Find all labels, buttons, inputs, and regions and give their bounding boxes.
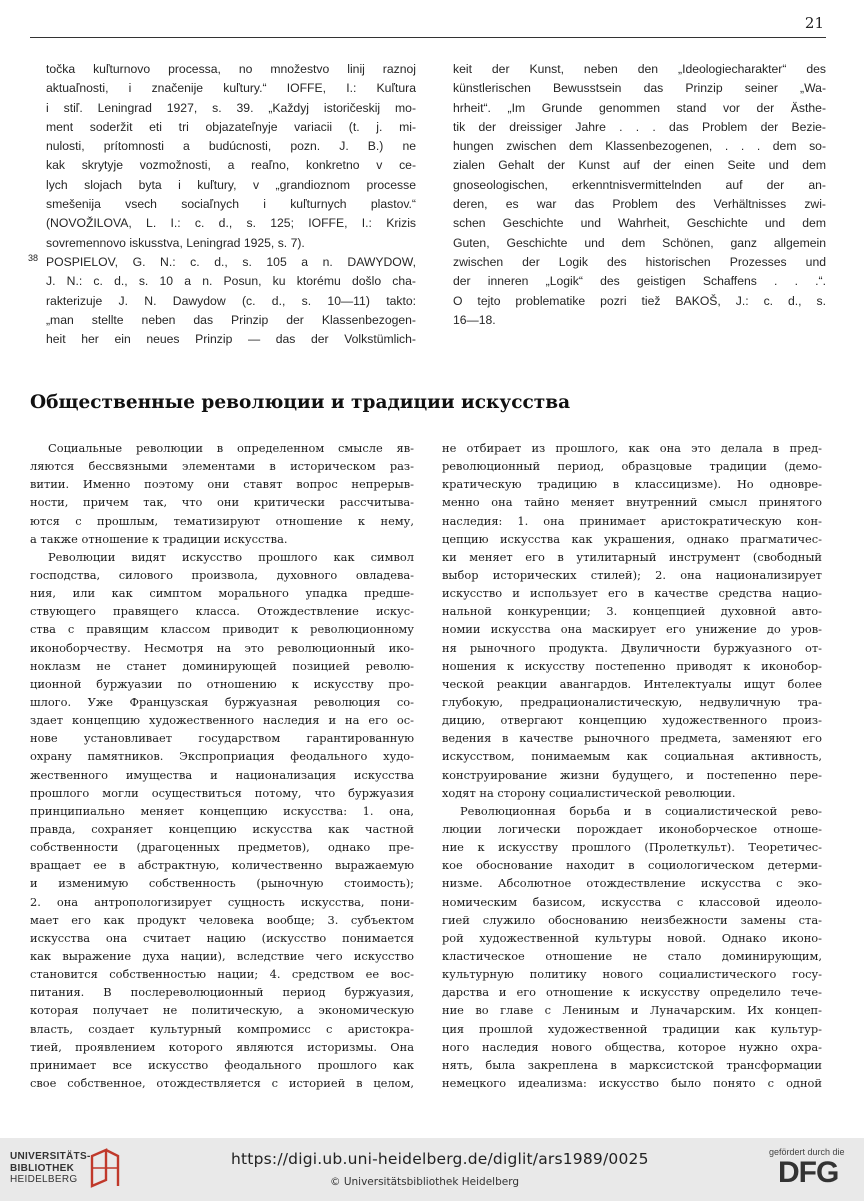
- body-line: господства, силового произвола, духовного овладева-: [30, 567, 414, 582]
- body-line: жественного имущества и национализация искусства: [30, 767, 414, 782]
- body-line: ности, причем так, что они критически рассчитыва-: [30, 495, 414, 510]
- article-title: Общественные революции и традиции искусства: [30, 392, 571, 413]
- footnote-line: smešenija vsech sociaľnych i kuľturnych plastov.“: [46, 197, 416, 212]
- body-line: искусством, понимаемым как социальная активность,: [442, 749, 822, 764]
- body-line: ходят на сторону социалистической революции.: [442, 785, 736, 800]
- footnote-line: rakterizuje J. N. Dawydow (c. d., s. 10—11) takto:: [46, 293, 416, 308]
- footnote-line: točka kuľturnovo processa, no množestvo linij raznoj: [46, 62, 416, 76]
- library-logo-text: [10, 1151, 91, 1186]
- body-line: ются с прошлым, тематизируют отношение к нему,: [30, 513, 414, 528]
- footnote-line: O tejto problematike pozri tiež BAKOŠ, J.: c. d., s.: [453, 293, 826, 308]
- body-line: вращает ее в абстрактную, количественно выражаемую: [30, 858, 414, 873]
- body-line: ведения в качестве рыночного предмета, заменяют его: [442, 731, 822, 746]
- footnote-line: hrheit“. „Im Grunde genommen stand vor der Ästhe-: [453, 100, 826, 115]
- body-line: и изменимую собственность (рыночную стоимость);: [30, 876, 414, 891]
- body-line: питания. В послереволюционный период буржуазия,: [30, 985, 414, 1000]
- top-rule: [30, 37, 826, 38]
- library-city-line: HEIDELBERG: [10, 1174, 78, 1185]
- body-line: нять, была закреплена в марксистской трансформации: [442, 1057, 822, 1072]
- body-line: ня рыночного продукта. Двуличности буржуазного от-: [442, 640, 822, 655]
- body-line: конструирование жизни будущего, и постепенно пере-: [442, 767, 822, 782]
- footnote-line: J. N.: c. d., s. 10 a n. Posun, ku ktorému došlo cha-: [46, 274, 416, 289]
- body-line: номическим базисом, искусства с классовой идеоло-: [442, 894, 822, 909]
- body-line: прошлого могли осуществиться потому, что буржуазия: [30, 785, 414, 800]
- footnote-line: Guten, Geschichte und dem Schönen, ganz allgemein: [453, 235, 826, 250]
- footnote-line: der inneren „Logik“ des geistigen Schaffens . . .“.: [453, 274, 826, 289]
- footnote-line: nulosti, prítomnosti a budúcnosti, pozn. J. B.) ne: [46, 139, 416, 154]
- body-line: менно она тайно меняет внутренний смысл принятого: [442, 495, 822, 510]
- body-line: наследия: 1. она принимает аристократическую кон-: [442, 513, 822, 528]
- body-line: не отбирает из прошлого, как она это делала в пред-: [442, 441, 822, 455]
- body-line: дицию, отвергают концепцию художественного произ-: [442, 713, 822, 728]
- body-line: ние к искусству прошлого (Пролеткульт). Теоретичес-: [442, 840, 822, 855]
- footnotes-right-column: [453, 60, 826, 330]
- library-logo-icon: [88, 1146, 122, 1190]
- body-line: Социальные революции в определенном смысле яв-: [48, 441, 414, 455]
- body-line: глубокую, предрационалистическую, недвуличную тра-: [442, 694, 822, 709]
- footnote-line: kak skrytyje vozmožnosti, a reaľno, konkretno v ce-: [46, 158, 416, 173]
- copyright-notice: © Universitätsbibliothek Heidelberg: [330, 1176, 520, 1188]
- footnote-line: (NOVOŽILOVA, L. I.: c. d., s. 125; IOFFE, I.: Krizis: [46, 216, 416, 231]
- body-line: ние во главе с Лениным и Луначарским. Их концеп-: [442, 1003, 822, 1018]
- footnote-line: keit der Kunst, neben den „Ideologiecharakter“ des: [453, 62, 826, 76]
- body-line: кластическое отношение не стало доминирующим,: [442, 948, 822, 963]
- footnote-line: lych slojach byta i kuľtury, v „grandioznom processe: [46, 177, 416, 192]
- body-line: иконоборчеству. Несмотря на это революционный ико-: [30, 640, 414, 655]
- body-line: 2. она антропологизирует сущность искусства, пони-: [30, 894, 414, 909]
- body-line: дарства и его отношение к искусству определило тече-: [442, 985, 822, 1000]
- body-line: здает концепцию художественного наследия и на его ос-: [30, 713, 414, 728]
- body-line: низме. Абсолютное отождествление искусства с эко-: [442, 876, 822, 891]
- body-line: кратическую традицию в классицизме). Но одновре-: [442, 477, 822, 492]
- footnote-marker: 38: [28, 252, 39, 263]
- body-line: нальной конкуренции; 3. концепцией духовной авто-: [442, 604, 822, 619]
- body-line: рой художественной культуры новой. Однако иконо-: [442, 930, 822, 945]
- body-line: тией, проявлением которого являются историзмы. Она: [30, 1039, 414, 1054]
- footnote-line: „man stellte neben das Prinzip der Klassenbezogen-: [46, 312, 416, 327]
- body-line: искусство и использует его в качестве средства нацио-: [442, 586, 822, 601]
- permalink-url[interactable]: https://digi.ub.uni-heidelberg.de/diglit/ars1989/0025: [231, 1150, 649, 1168]
- body-line: ния, или как симптом морального упадка предше-: [30, 586, 414, 601]
- body-line: кое обоснование находит в социологическом детерми-: [442, 858, 822, 873]
- library-name-line: UNIVERSITÄTS-: [10, 1151, 91, 1162]
- body-line: а также отношение к традиции искусства.: [30, 531, 288, 546]
- body-line: как выражение духа нации), вследствие чего искусство: [30, 948, 414, 963]
- body-line: принимает все искусство феодального прошлого как: [30, 1057, 414, 1072]
- body-line: собственности (драгоценных предметов), однако пре-: [30, 840, 414, 855]
- page-number: 21: [804, 14, 824, 32]
- footnote-line: ment soderžit eti tri objazateľnyje variacii (t. j. mi-: [46, 119, 416, 134]
- body-line: выбор исторических стилей); 2. она национализирует: [442, 567, 822, 582]
- body-line: ства с правящим классом приводит к революционному: [30, 622, 414, 637]
- body-line: ки меняет его в утилитарный инструмент (свободный: [442, 549, 822, 564]
- body-line: которая получает не политическую, а экономическую: [30, 1003, 414, 1018]
- footnote-line: hungen zwischen dem Klassenbezogenen, . . . dem so-: [453, 139, 826, 154]
- dfg-logo: DFG: [778, 1156, 839, 1189]
- body-line: нове установливает государством гарантированную: [30, 731, 414, 746]
- body-line: революционный период, образцовые традиции (демо-: [442, 459, 822, 474]
- body-line: люции логически порождает иконоборческое отноше-: [442, 821, 822, 836]
- body-line: охрану памятников. Экспроприация феодального худо-: [30, 749, 414, 764]
- footnotes-left-column: [30, 60, 416, 349]
- footnote-line: [30, 253, 416, 272]
- footnote-line: künstlerischen Bewusstsein das Prinzip seiner „Wa-: [453, 81, 826, 96]
- body-line: власть, создает культурный компромисс с аристокра-: [30, 1021, 414, 1036]
- body-line: становится собственностью нации; 4. средством ее вос-: [30, 967, 414, 982]
- footnote-line: 16—18.: [453, 312, 496, 327]
- footnote-line: schen Geschichte und Wahrheit, Geschichte und dem: [453, 216, 826, 231]
- body-line: цепцию искусства как украшения, однако прагматичес-: [442, 531, 822, 546]
- body-line: принципиально меняет концепцию искусства: 1. она,: [30, 803, 414, 818]
- body-line: свое собственное, отождествляется с историей в целом,: [30, 1075, 414, 1090]
- body-line: ция прошлой художественной традиции как культур-: [442, 1021, 822, 1036]
- body-line: ствующего правящего класса. Отождествление искус-: [30, 604, 414, 619]
- body-line: гией служило обоснованию неизбежности замены ста-: [442, 912, 822, 927]
- body-line: ношения к искусству постепенно приводят к иконобор-: [442, 658, 822, 673]
- body-line: искусства она считает нацию (искусство понимается: [30, 930, 414, 945]
- body-line: витии. Именно поэтому они ставят вопрос непрерыв-: [30, 477, 414, 492]
- footnote-line: gnoseologischen, erkenntnisvermittelnden auf der an-: [453, 177, 826, 192]
- body-line: ляются бессвязными элементами в историческом раз-: [30, 459, 414, 474]
- footnote-line: zwischen der Logik des historischen Prozesses und: [453, 254, 826, 269]
- body-line: шлого. Уже Французская буржуазная революция со-: [30, 694, 414, 709]
- article-right-column: [442, 439, 822, 1092]
- body-line: Революционная борьба и в социалистической рево-: [460, 803, 822, 818]
- funding-label: gefördert durch die: [769, 1147, 845, 1157]
- footnote-line: zialen Gehalt der Kunst auf der einen Seite und dem: [453, 158, 826, 173]
- body-line: мает его как продукт человека вообще; 3. субъектом: [30, 912, 414, 927]
- body-line: правда, сохраняет концепцию искусства как частной: [30, 821, 414, 836]
- footnote-line: aktuaľnosti, i značenije kuľtury.“ IOFFE, I.: Kuľtura: [46, 81, 416, 96]
- footnote-line: i stiľ. Leningrad 1927, s. 39. „Každyj istoričeskij mo-: [46, 100, 416, 115]
- body-line: ционной буржуазии по отношению к искусству про-: [30, 676, 414, 691]
- footnote-line: tik der dreissiger Jahre . . . das Problem der Bezie-: [453, 119, 826, 134]
- footnote-line: deren, es war das Problem des Verhältnisses zwi-: [453, 197, 826, 212]
- body-line: ного наследия нового общества, которое нужно охра-: [442, 1039, 822, 1054]
- footnote-line: sovremennovo iskusstva, Leningrad 1925, s. 7).: [46, 235, 305, 250]
- body-line: ческой реакции авангардов. Интелектуалы ищут более: [442, 676, 822, 691]
- body-line: культурную политику нового социалистического госу-: [442, 967, 822, 982]
- article-left-column: [30, 439, 414, 1092]
- footnote-text: POSPIELOV, G. N.: c. d., s. 105 a n. DAWYDOW,: [46, 254, 416, 269]
- body-line: Революции видят искусство прошлого как символ: [48, 549, 414, 564]
- body-line: номии искусства она маскирует его унижение до уров-: [442, 622, 822, 637]
- library-name-line: BIBLIOTHEK: [10, 1162, 75, 1174]
- body-line: немецкого идеализма: искусство было понято с одной: [442, 1075, 822, 1090]
- digitization-footer: [0, 1138, 864, 1201]
- body-line: ноклазм не станет доминирующей позицией револю-: [30, 658, 414, 673]
- footnote-line: heit her ein neues Prinzip — das der Volkstümlich-: [46, 332, 416, 347]
